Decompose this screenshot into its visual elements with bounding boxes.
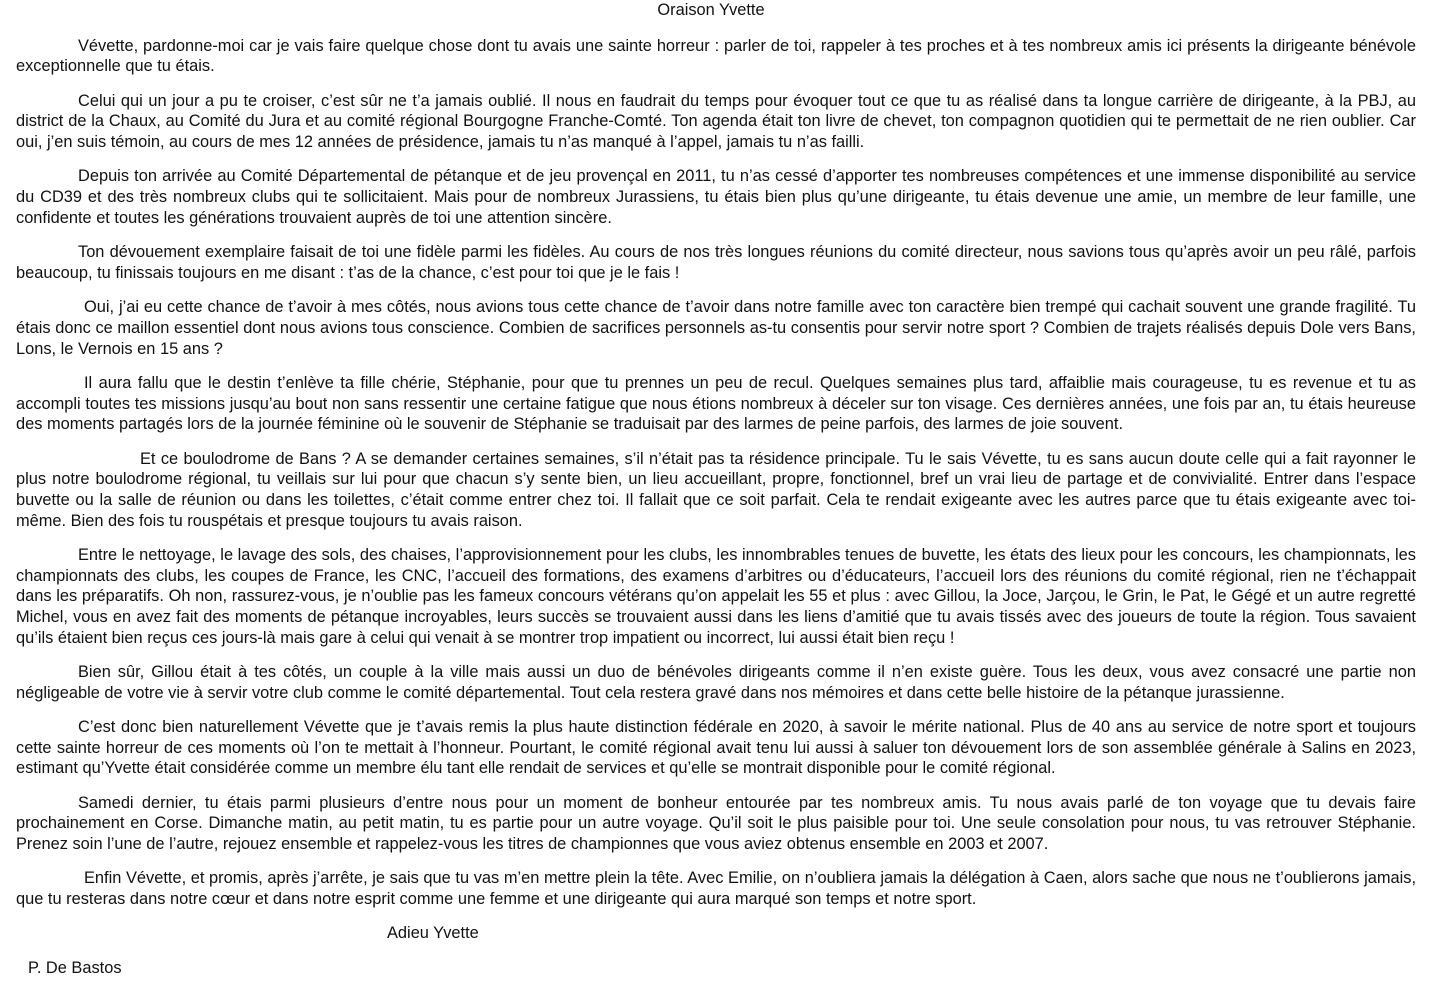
document-page [16, 0, 1416, 979]
author-signature: P. De Bastos [28, 959, 122, 978]
paragraph-12: Enfin Vévette, et promis, après j’arrête, je sais que tu vas m’en mettre plein la tête. Avec Emilie, on n’oubliera jamais la délégation à Caen, alors sache que nous ne t’oublierons jamais, que tu resteras dans notre cœur et dans notre esprit comme une femme et une dirigeante qui aura marqué son temps et notre sport. [16, 869, 1416, 909]
paragraph-2: Celui qui un jour a pu te croiser, c’est sûr ne t’a jamais oublié. Il nous en faudrait du temps pour évoquer tout ce que tu as réalisé dans ta longue carrière de dirigeante, à la PBJ, au district de la Chaux, au Comité du Jura et au comité régional Bourgogne Franche-Comté. Ton agenda était ton livre de chevet, ton compagnon quotidien qui te permettait de ne rien oublier. Car oui, j’en suis témoin, au cours de mes 12 années de présidence, jamais tu n’as manqué à l’appel, jamais tu n’as failli. [16, 91, 1416, 152]
document-title: Oraison Yvette [657, 1, 765, 19]
paragraph-7: Et ce boulodrome de Bans ? A se demander certaines semaines, s’il n’était pas ta résidence principale. Tu le sais Vévette, tu es sans aucun doute celle qui a fait rayonner le plus notre boulodrome régional, tu veillais sur lui pour que chacun s’y sente bien, un lieu accueillant, propre, fonctionnel, bref un vrai lieu de partage et de convivialité. Entrer dans l’espace buvette ou la salle de réunion ou dans les toilettes, c’était comme entrer chez toi. Il fallait que ce soit parfait. Cela te rendait exigeante avec les autres parce que tu étais exigeante avec toi-même. Bien des fois tu rouspétais et presque toujours tu avais raison. [16, 449, 1416, 530]
paragraph-6: Il aura fallu que le destin t’enlève ta fille chérie, Stéphanie, pour que tu prennes un peu de recul. Quelques semaines plus tard, affaiblie mais courageuse, tu es revenue et tu as accompli toutes tes missions jusqu’au bout non sans ressentir une certaine fatigue que nous étions nombreux à déceler sur ton visage. Ces dernières années, une fois par an, tu étais heureuse des moments partagés lors de la journée féminine où le souvenir de Stéphanie se traduisait par des larmes de peine parfois, des larmes de joie souvent. [16, 373, 1416, 434]
paragraph-1: Vévette, pardonne-moi car je vais faire quelque chose dont tu avais une sainte horreur : parler de toi, rappeler à tes proches et à tes nombreux amis ici présents la dirigeante bénévole exceptionnelle que tu étais. [16, 36, 1416, 76]
paragraph-10: C’est donc bien naturellement Vévette que je t’avais remis la plus haute distinction fédérale en 2020, à savoir le mérite national. Plus de 40 ans au service de notre sport et toujours cette sainte horreur de ces moments où l’on te mettait à l’honneur. Pourtant, le comité régional avait tenu lui aussi à saluer ton dévouement lors de son assemblée générale à Salins en 2023, estimant qu’Yvette était considérée comme un membre élu tant elle rendait de services et qu’elle se montrait disponible pour le comité régional. [16, 718, 1416, 778]
paragraph-5: Oui, j’ai eu cette chance de t’avoir à mes côtés, nous avions tous cette chance de t’avoir dans notre famille avec ton caractère bien trempé qui cachait souvent une grande fragilité. Tu étais donc ce maillon essentiel dont nous avions tous conscience. Combien de sacrifices personnels as-tu consentis pour servir notre sport ? Combien de trajets réalisés depuis Dole vers Bans, Lons, le Vernois en 15 ans ? [16, 298, 1416, 358]
paragraph-11: Samedi dernier, tu étais parmi plusieurs d’entre nous pour un moment de bonheur entourée par tes nombreux amis. Tu nous avais parlé de ton voyage que tu devais faire prochainement en Corse. Dimanche matin, au petit matin, tu es partie pour un autre voyage. Qu’il soit le plus paisible pour toi. Une seule consolation pour nous, tu vas retrouver Stéphanie. Prenez soin l’une de l’autre, rejouez ensemble et rappelez-vous les titres de championnes que vous aviez obtenus ensemble en 2003 et 2007. [16, 793, 1416, 854]
paragraph-4: Ton dévouement exemplaire faisait de toi une fidèle parmi les fidèles. Au cours de nos très longues réunions du comité directeur, nous savions tous qu’après avoir un peu râlé, parfois beaucoup, tu finissais toujours en me disant : t’as de la chance, c’est pour toi que je le fais ! [16, 243, 1416, 282]
closing-line: Adieu Yvette [387, 924, 479, 943]
paragraph-8: Entre le nettoyage, le lavage des sols, des chaises, l’approvisionnement pour les clubs, les innombrables tenues de buvette, les états des lieux pour les concours, les championnats, les championnats des clubs, les coupes de France, les CNC, l’accueil des formations, des examens d’arbitres ou d’éducateurs, l’accueil lors des réunions du comité régional, rien ne t’échappait dans les préparatifs. Oh non, rassurez-vous, je n’oublie pas les fameux concours vétérans qu’on appelait les 55 et plus : avec Gillou, la Joce, Jarçou, le Grin, le Pat, le Gégé et un autre regretté Michel, vous en avez fait des moments de pétanque incroyables, leurs succès se trouvaient aussi dans les liens d’amitié que tu avais tissés avec des joueurs de toute la région. Tous savaient qu’ils étaient bien reçus ces jours-là mais gare à celui qui venait à se montrer trop impatient ou incorrect, lui aussi était bien reçu ! [16, 545, 1416, 647]
paragraph-3: Depuis ton arrivée au Comité Départemental de pétanque et de jeu provençal en 2011, tu n’as cessé d’apporter tes nombreuses compétences et une immense disponibilité au service du CD39 et des très nombreux clubs qui te sollicitaient. Mais pour de nombreux Jurassiens, tu étais bien plus qu’une dirigeante, tu étais devenue une amie, un membre de leur famille, une confidente et toutes les générations trouvaient auprès de toi une attention sincère. [16, 167, 1416, 227]
paragraph-9: Bien sûr, Gillou était à tes côtés, un couple à la ville mais aussi un duo de bénévoles dirigeants comme il n’en existe guère. Tous les deux, vous avez consacré une partie non négligeable de votre vie à servir votre club comme le comité départemental. Tout cela restera gravé dans nos mémoires et dans cette belle histoire de la pétanque jurassienne. [16, 663, 1416, 702]
